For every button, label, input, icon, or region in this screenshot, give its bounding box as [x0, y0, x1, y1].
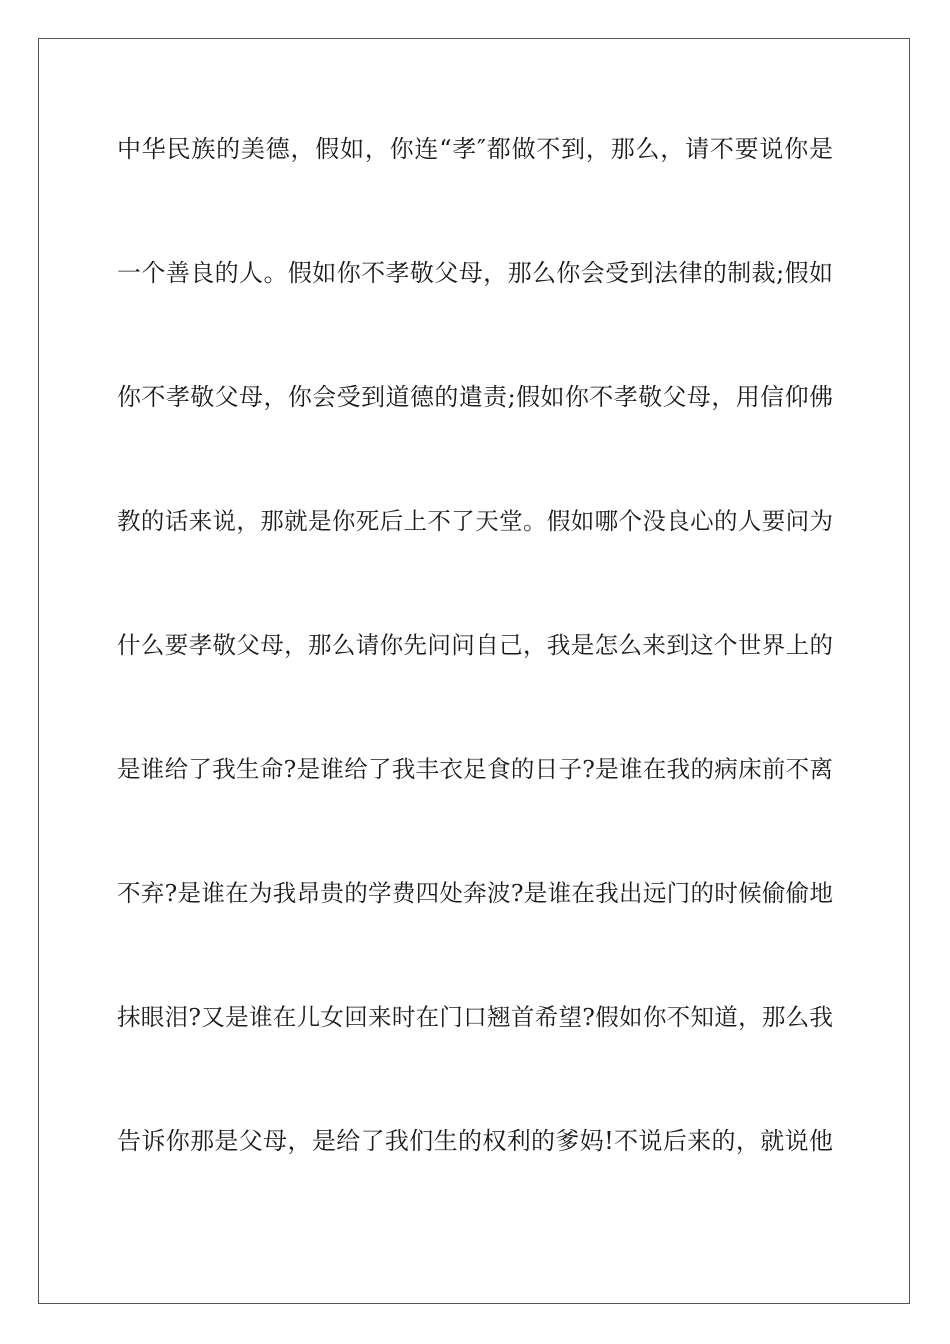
- body-text-line-7: 不弃?是谁在为我昂贵的学费四处奔波?是谁在我出远门的时候偷偷地: [117, 879, 833, 907]
- body-text-line-4: 教的话来说，那就是你死后上不了天堂。假如哪个没良心的人要问为: [117, 507, 833, 535]
- body-text-line-3: 你不孝敬父母，你会受到道德的遣责;假如你不孝敬父母，用信仰佛: [117, 383, 833, 411]
- body-text-line-8: 抹眼泪?又是谁在儿女回来时在门口翘首希望?假如你不知道，那么我: [117, 1003, 833, 1031]
- body-text-line-1: 中华民族的美德，假如，你连“孝″都做不到，那么，请不要说你是: [117, 135, 833, 163]
- body-text-line-6: 是谁给了我生命?是谁给了我丰衣足食的日子?是谁在我的病床前不离: [117, 755, 833, 783]
- body-text-line-5: 什么要孝敬父母，那么请你先问问自己，我是怎么来到这个世界上的: [117, 631, 833, 659]
- page-border: [38, 38, 910, 1304]
- body-text-line-2: 一个善良的人。假如你不孝敬父母，那么你会受到法律的制裁;假如: [117, 259, 833, 287]
- body-text-line-9: 告诉你那是父母，是给了我们生的权利的爹妈!不说后来的，就说他: [117, 1127, 833, 1155]
